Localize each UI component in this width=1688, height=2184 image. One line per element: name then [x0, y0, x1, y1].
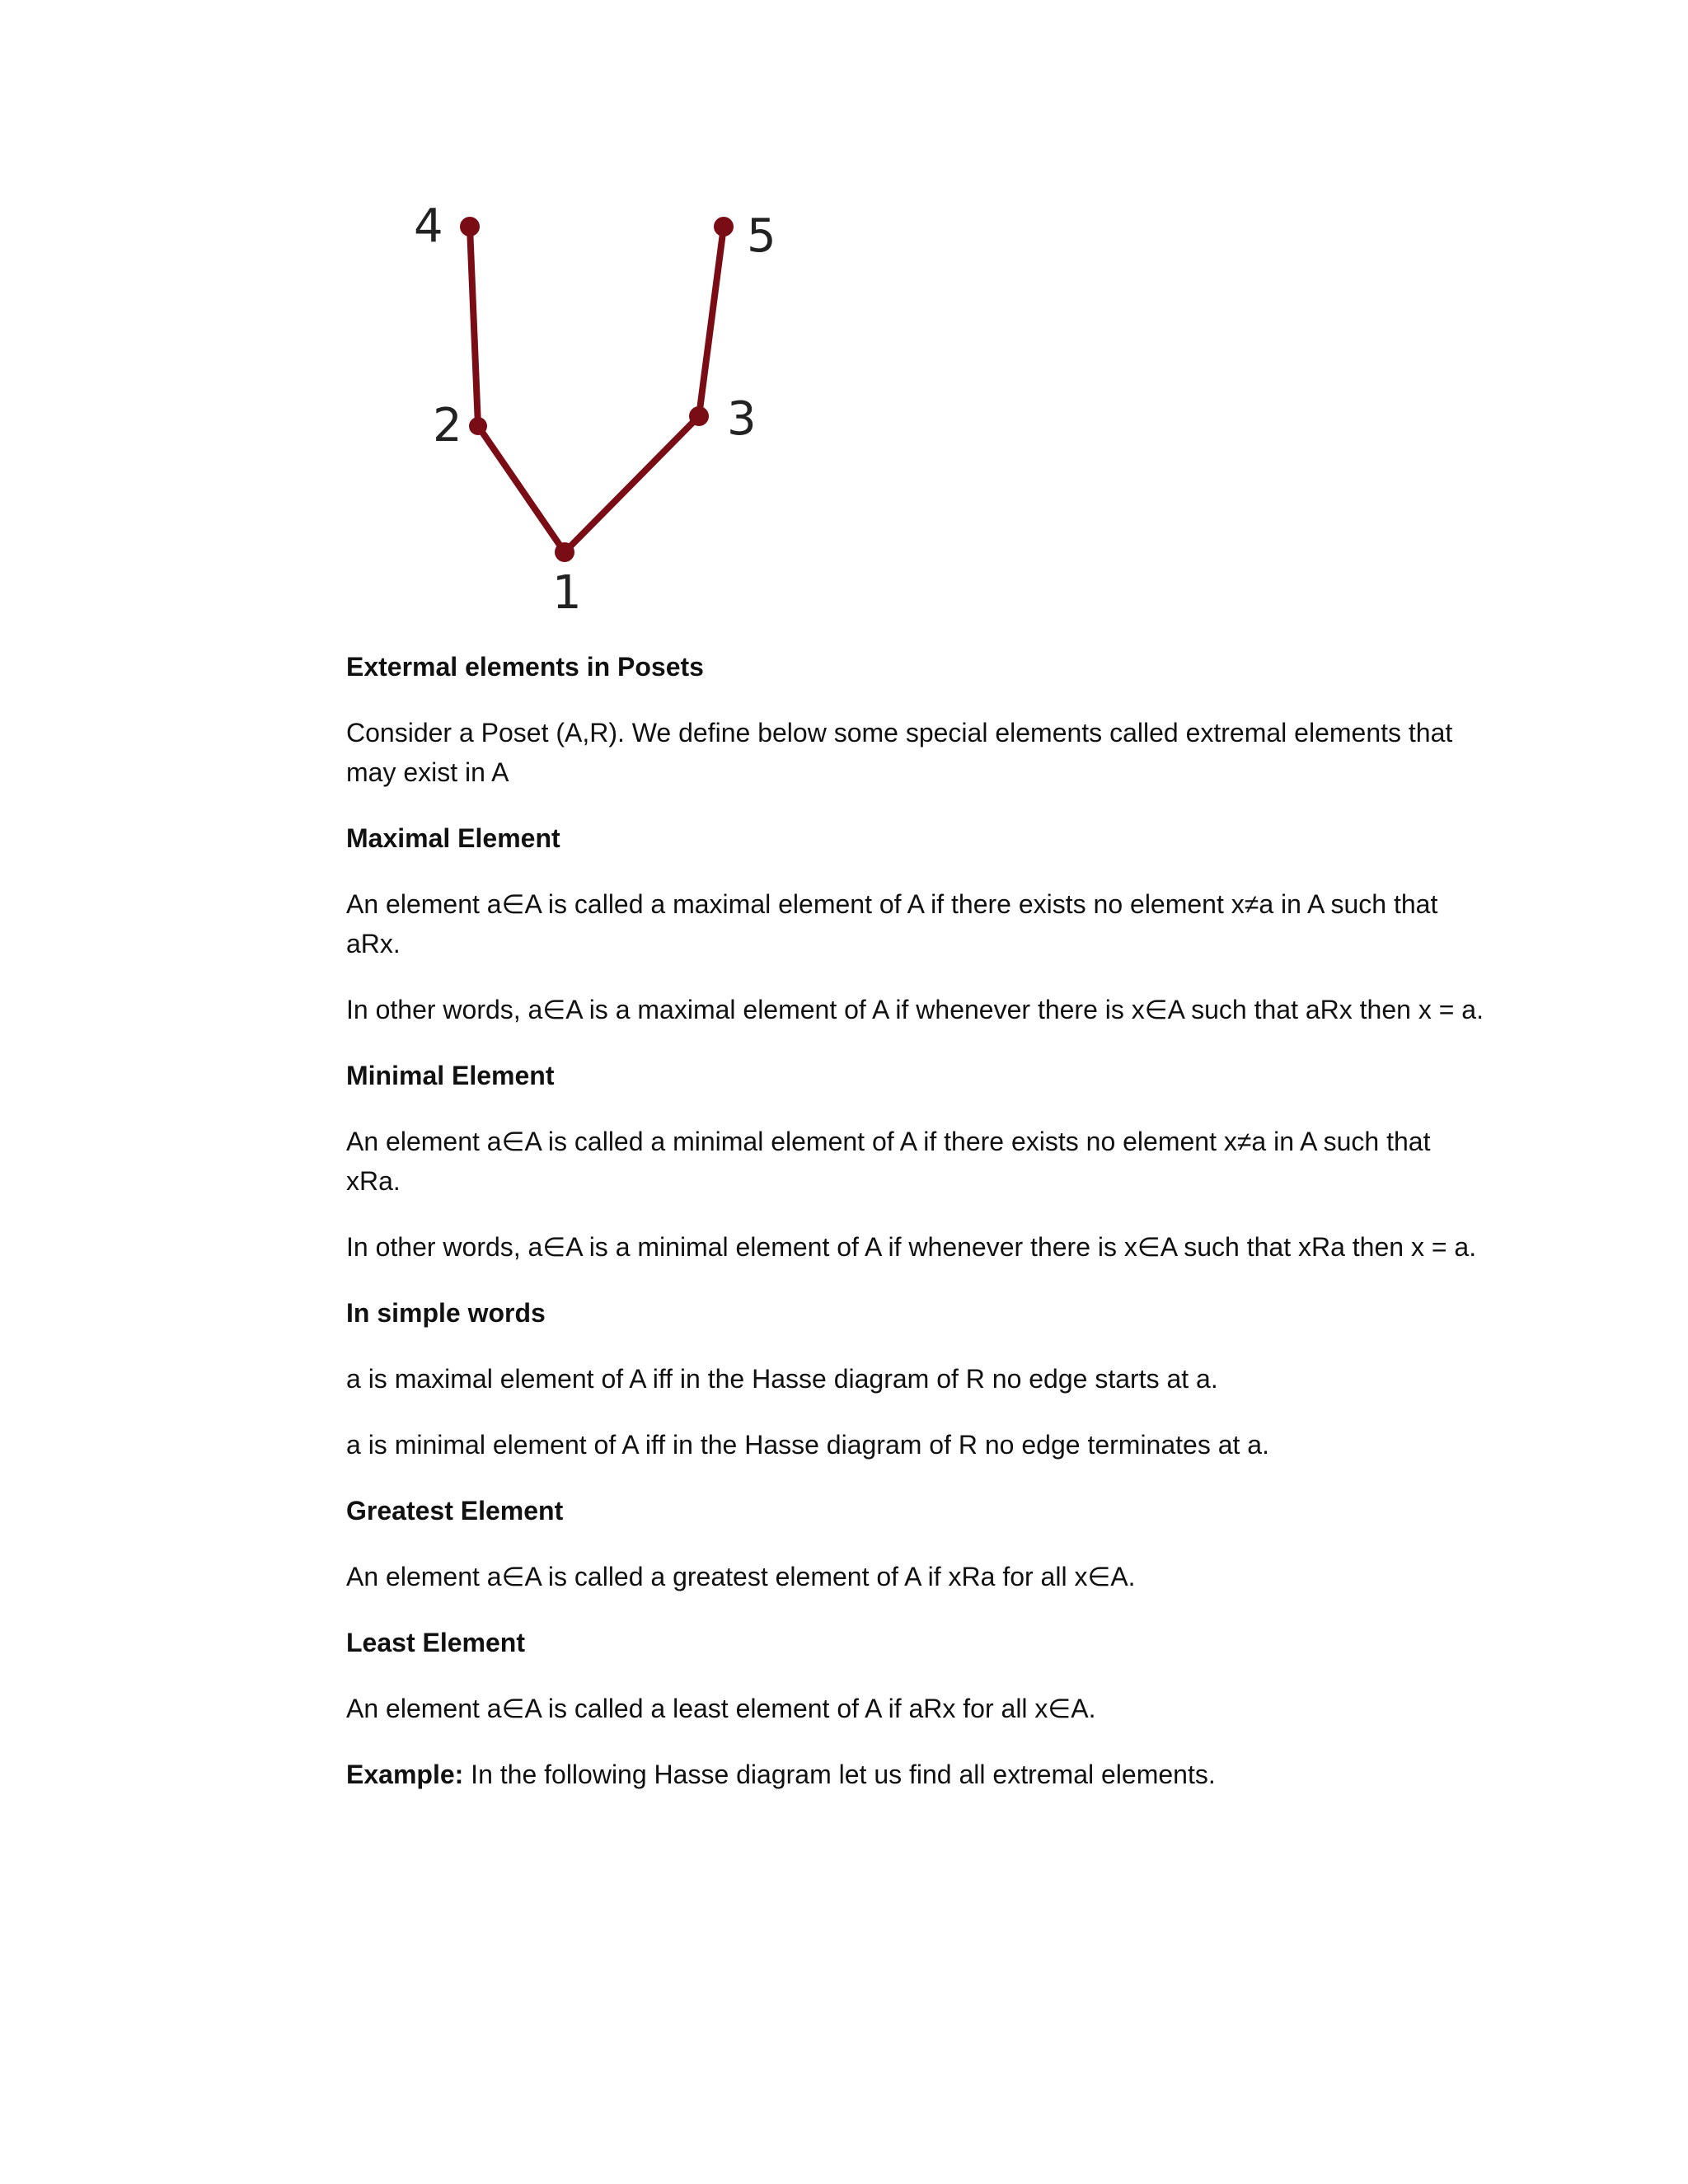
- node-3: [689, 406, 709, 426]
- greatest-definition: An element a∈A is called a greatest element of A if xRa for all x∈A.: [346, 1562, 1136, 1591]
- least-heading: Least Element: [346, 1628, 525, 1657]
- node-5: [714, 217, 734, 237]
- example-text: In the following Hasse diagram let us find all extremal elements.: [463, 1760, 1216, 1789]
- node-label-2: 2: [433, 399, 462, 452]
- node-label-5: 5: [747, 209, 776, 263]
- document-body: [346, 647, 1484, 1794]
- node-2: [469, 417, 487, 435]
- example-paragraph: [346, 1755, 1484, 1794]
- example-label: Example:: [346, 1760, 464, 1789]
- least-definition: An element a∈A is called a least element of A if aRx for all x∈A.: [346, 1694, 1096, 1723]
- node-1: [555, 542, 574, 562]
- maximal-heading: Maximal Element: [346, 823, 560, 853]
- maximal-other-words: In other words, a∈A is a maximal element of A if whenever there is x∈A such that aRx then x = a.: [346, 995, 1484, 1024]
- node-label-4: 4: [414, 199, 443, 253]
- node-4: [460, 217, 480, 237]
- edge-1-2: [478, 426, 565, 552]
- section-title: Extermal elements in Posets: [346, 652, 704, 682]
- simple-maximal-line: a is maximal element of A iff in the Hasse diagram of R no edge starts at a.: [346, 1364, 1218, 1394]
- simple-words-heading: In simple words: [346, 1298, 546, 1328]
- edge-1-3: [565, 416, 699, 552]
- maximal-definition: An element a∈A is called a maximal element of A if there exists no element x≠a in A such that aRx.: [346, 889, 1438, 958]
- edge-2-4: [470, 227, 478, 426]
- edge-3-5: [699, 227, 724, 416]
- intro-paragraph: Consider a Poset (A,R). We define below some special elements called extremal elements that may exist in A: [346, 718, 1453, 787]
- minimal-definition: An element a∈A is called a minimal element of A if there exists no element x≠a in A such that xRa.: [346, 1127, 1431, 1196]
- node-label-1: 1: [552, 566, 582, 620]
- hasse-diagram: [387, 194, 816, 639]
- node-label-3: 3: [727, 392, 757, 446]
- minimal-other-words: In other words, a∈A is a minimal element of A if whenever there is x∈A such that xRa then x = a.: [346, 1232, 1477, 1262]
- simple-minimal-line: a is minimal element of A iff in the Hasse diagram of R no edge terminates at a.: [346, 1430, 1269, 1460]
- greatest-heading: Greatest Element: [346, 1496, 564, 1526]
- minimal-heading: Minimal Element: [346, 1061, 555, 1090]
